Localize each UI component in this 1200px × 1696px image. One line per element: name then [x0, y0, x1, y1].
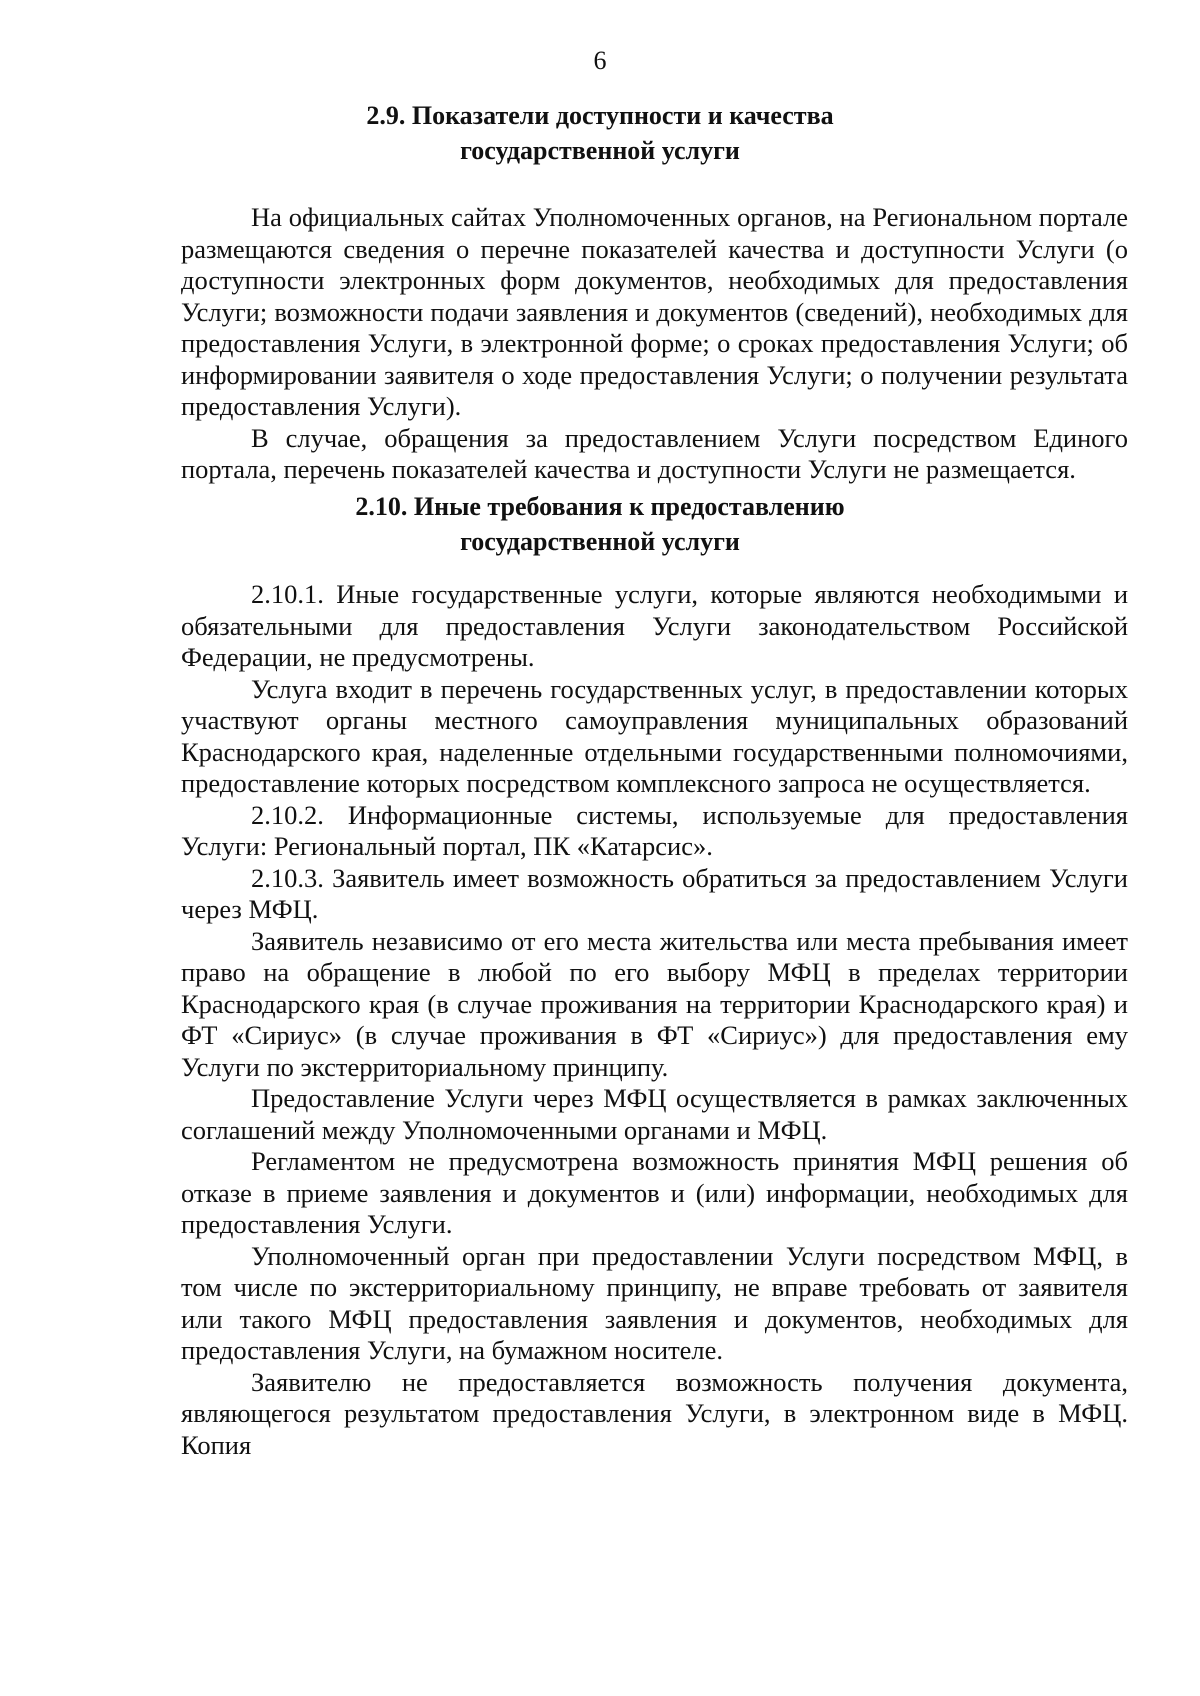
paragraph: Заявителю не предоставляется возможность получения документа, являющегося результатом предоставления Услуги, в электронном виде в МФЦ. Копия	[181, 1366, 1128, 1460]
section-2-9-heading	[0, 98, 1200, 168]
section-2-9-title-line1: 2.9. Показатели доступности и качества	[366, 101, 834, 130]
section-2-10-body	[181, 579, 1128, 1461]
paragraph: Предоставление Услуги через МФЦ осуществляется в рамках заключенных соглашений между Уполномоченными органами и МФЦ.	[181, 1083, 1128, 1145]
paragraph: Уполномоченный орган при предоставлении Услуги посредством МФЦ, в том числе по экстерриториальному принципу, не вправе требовать от заявителя или такого МФЦ предоставления заявления и документов, необходимых для предоставления Услуги, на бумажном носителе.	[181, 1240, 1128, 1365]
paragraph: 2.10.2. Информационные системы, используемые для предоставления Услуги: Региональный портал, ПК «Катарсис».	[181, 799, 1128, 861]
section-2-10-title-line1: 2.10. Иные требования к предоставлению	[355, 492, 845, 521]
section-2-9-title-line2: государственной услуги	[460, 136, 740, 165]
page-number: 6	[593, 46, 607, 75]
paragraph: Заявитель независимо от его места жительства или места пребывания имеет право на обращение в любой по его выбору МФЦ в пределах территории Краснодарского края (в случае проживания на территории Краснодарского края) и ФТ «Сириус» (в случае проживания в ФТ «Сириус») для предоставления ему Услуги по экстерриториальному принципу.	[181, 925, 1128, 1082]
paragraph: 2.10.3. Заявитель имеет возможность обратиться за предоставлением Услуги через МФЦ.	[181, 862, 1128, 924]
paragraph: Услуга входит в перечень государственных услуг, в предоставлении которых участвуют органы местного самоуправления муниципальных образований Краснодарского края, наделенные отдельными государственными полномочиями, предоставление которых посредством комплексного запроса не осуществляется.	[181, 673, 1128, 798]
paragraph: 2.10.1. Иные государственные услуги, которые являются необходимыми и обязательными для предоставления Услуги законодательством Российской Федерации, не предусмотрены.	[181, 579, 1128, 672]
paragraph: В случае, обращения за предоставлением Услуги посредством Единого портала, перечень показателей качества и доступности Услуги не размещается.	[181, 422, 1128, 484]
paragraph: Регламентом не предусмотрена возможность принятия МФЦ решения об отказе в приеме заявления и документов и (или) информации, необходимых для предоставления Услуги.	[181, 1146, 1128, 1239]
paragraph: На официальных сайтах Уполномоченных органов, на Региональном портале размещаются сведения о перечне показателей качества и доступности Услуги (о доступности электронных форм документов, необходимых для предоставления Услуги; возможности подачи заявления и документов (сведений), необходимых для предоставления Услуги, в электронной форме; о сроках предоставления Услуги; об информировании заявителя о ходе предоставления Услуги; о получении результата предоставления Услуги).	[181, 202, 1128, 421]
section-2-9-body	[181, 202, 1128, 486]
section-2-10-title-line2: государственной услуги	[460, 527, 740, 556]
section-2-10-heading	[0, 489, 1200, 559]
